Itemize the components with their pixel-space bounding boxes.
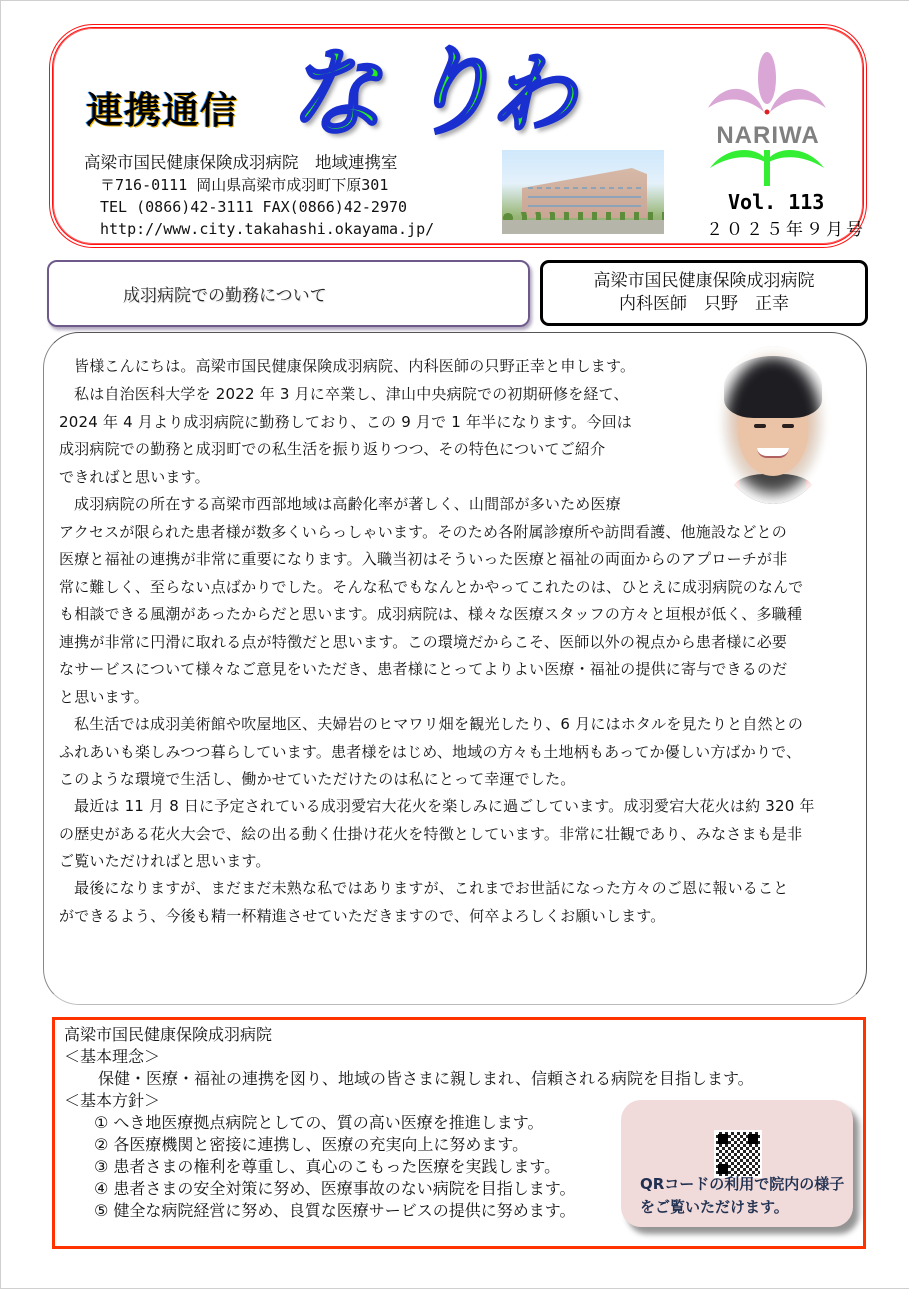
text-line: も相談できる風潮があったからだと思います。成羽病院は、様々な医療スタッフの方々と垣根が低く、多職種 bbox=[59, 605, 803, 623]
text-line: 最近は 11 月 8 日に予定されている成羽愛宕大花火を楽しみに過ごしています。成羽愛宕大花火は約 320 年 bbox=[74, 797, 815, 815]
author-affiliation: 高梁市国民健康保険成羽病院 bbox=[593, 271, 815, 291]
hospital-name: 高梁市国民健康保険成羽病院 bbox=[64, 1025, 273, 1044]
newsletter-title: 連携通信 bbox=[86, 89, 238, 132]
text-line: なサービスについて様々なご意見をいただき、患者様にとってよりよい医療・福祉の提供に寄与できるのだ bbox=[59, 660, 788, 678]
policy-item: ④ 患者さまの安全対策に努め、医療事故のない病院を目指します。 bbox=[94, 1179, 576, 1198]
website-url[interactable]: http://www.city.takahashi.okayama.jp/ bbox=[100, 220, 435, 238]
policy-heading: ＜基本方針＞ bbox=[64, 1091, 161, 1110]
article-paragraph-2 bbox=[59, 381, 632, 491]
emblem-text: NARIWA bbox=[716, 122, 820, 149]
author-box bbox=[540, 260, 868, 326]
logo-char-na: な bbox=[280, 32, 388, 155]
phone-fax: TEL (0866)42-3111 FAX(0866)42-2970 bbox=[100, 198, 408, 216]
text-line: 私は自治医科大学を 2022 年 3 月に卒業し、津山中央病院での初期研修を経て、 bbox=[74, 385, 629, 403]
text-line: の歴史がある花火大会で、絵の出る動く仕掛け花火を特徴としています。非常に壮観であり、みなさまも是非 bbox=[59, 824, 803, 843]
policy-item: ⑤ 健全な病院経営に努め、良質な医療サービスの提供に努めます。 bbox=[94, 1201, 576, 1220]
text-line: 連携が非常に円滑に取れる点が特徴だと思います。この環境だからこそ、医師以外の視点から患者様に必要 bbox=[59, 632, 788, 651]
qr-code-icon[interactable] bbox=[716, 1132, 760, 1176]
text-line: アクセスが限られた患者様が数多くいらっしゃいます。そのため各附属診療所や訪問看護、他施設などとの bbox=[59, 522, 787, 541]
qr-caption: QRコードの利用で院内の様子をご覧いただけます。 bbox=[640, 1175, 845, 1216]
logo-char-ri: り bbox=[402, 35, 498, 148]
article-paragraph-1 bbox=[59, 353, 635, 381]
text-line: このような環境で生活し、働かせていただけたのは私にとって幸運でした。 bbox=[59, 770, 576, 788]
article-paragraph-6 bbox=[59, 875, 788, 930]
text-line: 皆様こんにちは。高梁市国民健康保険成羽病院、内科医師の只野正幸と申します。 bbox=[74, 357, 636, 375]
address: 〒716-0111 岡山県高梁市成羽町下原301 bbox=[100, 176, 389, 194]
philosophy-text: 保健・医療・福祉の連携を図り、地域の皆さまに親しまれ、信頼される病院を目指します。 bbox=[98, 1069, 754, 1088]
text-line: 成羽病院での勤務と成羽町での私生活を振り返りつつ、その特色についてご紹介 bbox=[59, 440, 606, 458]
policy-item: ③ 患者さまの権利を尊重し、真心のこもった医療を実践します。 bbox=[94, 1157, 561, 1176]
text-line: ふれあいも楽しみつつ暮らしています。患者様をはじめ、地域の方々も土地柄もあってか優しい方ばかりで、 bbox=[59, 742, 802, 761]
text-line: ができるよう、今後も精一杯精進させていただきますので、何卒よろしくお願いします。 bbox=[59, 906, 666, 925]
ground bbox=[502, 220, 664, 234]
volume-number: Vol. 113 bbox=[728, 190, 825, 214]
building-shape bbox=[522, 168, 647, 218]
author-name: 内科医師 只野 正幸 bbox=[619, 294, 789, 314]
text-line: できればと思います。 bbox=[59, 467, 210, 486]
logo-char-wa: わ bbox=[490, 44, 576, 145]
portrait-vignette bbox=[714, 346, 832, 504]
text-line: 最後になりますが、まだまだ未熟な私ではありますが、これまでお世話になった方々のご恩に報いること bbox=[74, 879, 789, 897]
issue-date: ２０２５年９月号 bbox=[706, 220, 866, 240]
text-line: 2024 年 4 月より成羽病院に勤務しており、この 9 月で 1 年半になります。今回は bbox=[59, 412, 632, 431]
org-name: 高梁市国民健康保険成羽病院 地域連携室 bbox=[84, 153, 398, 172]
policy-item: ② 各医療機関と密接に連携し、医療の充実向上に努めます。 bbox=[94, 1135, 529, 1154]
article-paragraph-4 bbox=[59, 711, 803, 794]
text-line: ご覧いただければと思います。 bbox=[59, 852, 271, 870]
text-line: 常に難しく、至らない点ばかりでした。そんな私でもなんとかやってこれたのは、ひとえに成羽病院のなんで bbox=[59, 577, 804, 596]
text-line: 私生活では成羽美術館や吹屋地区、夫婦岩のヒマワリ畑を観光したり、6 月にはホタルを見たりと自然との bbox=[74, 715, 804, 733]
philosophy-heading: ＜基本理念＞ bbox=[64, 1047, 161, 1066]
article-paragraph-5 bbox=[59, 793, 815, 876]
hospital-building-photo bbox=[502, 150, 664, 234]
text-line: 医療と福祉の連携が非常に重要になります。入職当初はそういった医療と福祉の両面からのアプローチが非 bbox=[59, 550, 788, 568]
policy-item: ① へき地医療拠点病院としての、質の高い医療を推進します。 bbox=[94, 1113, 544, 1132]
article-title-box bbox=[47, 260, 530, 327]
article-paragraph-3 bbox=[59, 491, 804, 711]
text-line: 成羽病院の所在する高梁市西部地域は高齢化率が著しく、山間部が多いため医療 bbox=[74, 495, 621, 513]
article-title: 成羽病院での勤務について bbox=[123, 286, 327, 306]
text-line: と思います。 bbox=[59, 687, 150, 706]
contact-block bbox=[84, 152, 434, 240]
